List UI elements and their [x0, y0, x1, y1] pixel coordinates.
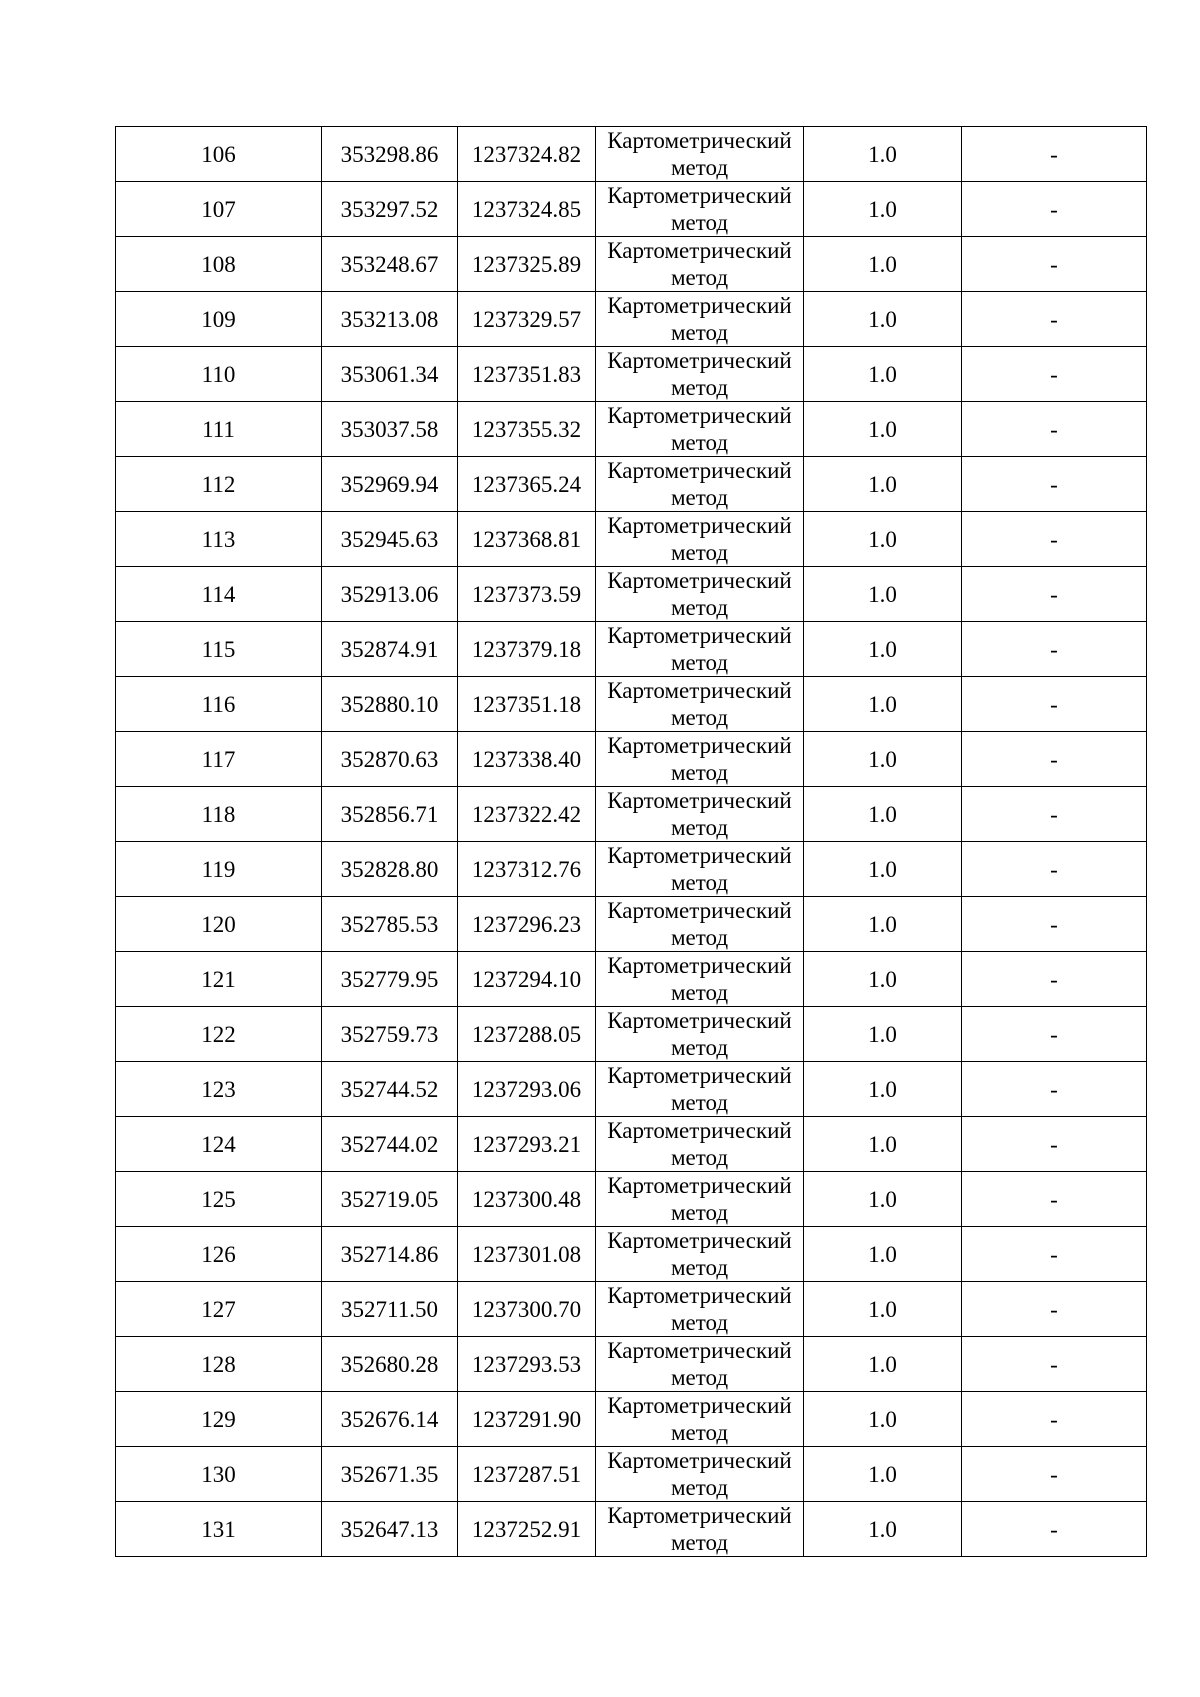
method-line-1: Картометрический — [607, 568, 792, 593]
method-line-2: метод — [670, 980, 729, 1005]
accuracy-cell: 1.0 — [804, 732, 962, 787]
method-line-2: метод — [670, 870, 729, 895]
point-number-cell: 126 — [116, 1227, 322, 1282]
accuracy-cell: 1.0 — [804, 897, 962, 952]
x-coordinate-cell: 352856.71 — [322, 787, 458, 842]
accuracy-cell: 1.0 — [804, 1117, 962, 1172]
note-cell: - — [962, 127, 1147, 182]
method-cell — [596, 1502, 804, 1557]
table-row — [116, 512, 1147, 567]
accuracy-cell: 1.0 — [804, 292, 962, 347]
y-coordinate-cell: 1237293.53 — [458, 1337, 596, 1392]
y-coordinate-cell: 1237293.06 — [458, 1062, 596, 1117]
point-number-cell: 107 — [116, 182, 322, 237]
point-number-cell: 128 — [116, 1337, 322, 1392]
point-number-cell: 118 — [116, 787, 322, 842]
point-number-cell: 111 — [116, 402, 322, 457]
x-coordinate-cell: 353061.34 — [322, 347, 458, 402]
method-line-2: метод — [670, 1530, 729, 1555]
table-row — [116, 1447, 1147, 1502]
method-line-1: Картометрический — [607, 1173, 792, 1198]
method-cell — [596, 1227, 804, 1282]
point-number-cell: 131 — [116, 1502, 322, 1557]
method-line-1: Картометрический — [607, 128, 792, 153]
method-line-1: Картометрический — [607, 348, 792, 373]
x-coordinate-cell: 352759.73 — [322, 1007, 458, 1062]
table-row — [116, 1337, 1147, 1392]
method-cell — [596, 567, 804, 622]
note-cell: - — [962, 1392, 1147, 1447]
note-cell: - — [962, 347, 1147, 402]
method-cell — [596, 1007, 804, 1062]
table-row — [116, 1117, 1147, 1172]
y-coordinate-cell: 1237351.18 — [458, 677, 596, 732]
table-row — [116, 787, 1147, 842]
point-number-cell: 112 — [116, 457, 322, 512]
note-cell: - — [962, 1062, 1147, 1117]
x-coordinate-cell: 353298.86 — [322, 127, 458, 182]
accuracy-cell: 1.0 — [804, 567, 962, 622]
method-line-1: Картометрический — [607, 678, 792, 703]
table-row — [116, 732, 1147, 787]
method-line-2: метод — [670, 320, 729, 345]
method-line-1: Картометрический — [607, 1393, 792, 1418]
note-cell: - — [962, 292, 1147, 347]
note-cell: - — [962, 1447, 1147, 1502]
table-row — [116, 402, 1147, 457]
x-coordinate-cell: 352779.95 — [322, 952, 458, 1007]
y-coordinate-cell: 1237373.59 — [458, 567, 596, 622]
table-row — [116, 1392, 1147, 1447]
y-coordinate-cell: 1237252.91 — [458, 1502, 596, 1557]
note-cell: - — [962, 787, 1147, 842]
note-cell: - — [962, 842, 1147, 897]
point-number-cell: 106 — [116, 127, 322, 182]
method-line-1: Картометрический — [607, 513, 792, 538]
method-line-2: метод — [670, 1145, 729, 1170]
accuracy-cell: 1.0 — [804, 402, 962, 457]
method-line-1: Картометрический — [607, 1338, 792, 1363]
method-line-1: Картометрический — [607, 953, 792, 978]
method-line-1: Картометрический — [607, 1008, 792, 1033]
accuracy-cell: 1.0 — [804, 1502, 962, 1557]
accuracy-cell: 1.0 — [804, 237, 962, 292]
table-row — [116, 457, 1147, 512]
table-row — [116, 1172, 1147, 1227]
note-cell: - — [962, 567, 1147, 622]
accuracy-cell: 1.0 — [804, 952, 962, 1007]
y-coordinate-cell: 1237324.85 — [458, 182, 596, 237]
method-line-2: метод — [670, 430, 729, 455]
table-row — [116, 842, 1147, 897]
method-line-1: Картометрический — [607, 403, 792, 428]
note-cell: - — [962, 732, 1147, 787]
method-line-2: метод — [670, 210, 729, 235]
x-coordinate-cell: 352913.06 — [322, 567, 458, 622]
method-cell — [596, 182, 804, 237]
x-coordinate-cell: 352714.86 — [322, 1227, 458, 1282]
note-cell: - — [962, 182, 1147, 237]
y-coordinate-cell: 1237365.24 — [458, 457, 596, 512]
method-line-2: метод — [670, 1035, 729, 1060]
method-line-1: Картометрический — [607, 1283, 792, 1308]
method-line-2: метод — [670, 1310, 729, 1335]
method-line-1: Картометрический — [607, 238, 792, 263]
y-coordinate-cell: 1237338.40 — [458, 732, 596, 787]
method-cell — [596, 127, 804, 182]
note-cell: - — [962, 402, 1147, 457]
note-cell: - — [962, 1117, 1147, 1172]
point-number-cell: 130 — [116, 1447, 322, 1502]
method-line-2: метод — [670, 265, 729, 290]
y-coordinate-cell: 1237368.81 — [458, 512, 596, 567]
point-number-cell: 129 — [116, 1392, 322, 1447]
method-line-2: метод — [670, 155, 729, 180]
method-cell — [596, 1117, 804, 1172]
table-row — [116, 237, 1147, 292]
accuracy-cell: 1.0 — [804, 1172, 962, 1227]
x-coordinate-cell: 352647.13 — [322, 1502, 458, 1557]
method-line-2: метод — [670, 595, 729, 620]
y-coordinate-cell: 1237355.32 — [458, 402, 596, 457]
accuracy-cell: 1.0 — [804, 1007, 962, 1062]
method-cell — [596, 677, 804, 732]
point-number-cell: 109 — [116, 292, 322, 347]
point-number-cell: 114 — [116, 567, 322, 622]
y-coordinate-cell: 1237325.89 — [458, 237, 596, 292]
method-line-1: Картометрический — [607, 1448, 792, 1473]
method-cell — [596, 1172, 804, 1227]
method-line-2: метод — [670, 1420, 729, 1445]
table-row — [116, 677, 1147, 732]
method-cell — [596, 1062, 804, 1117]
y-coordinate-cell: 1237322.42 — [458, 787, 596, 842]
method-cell — [596, 1447, 804, 1502]
method-cell — [596, 457, 804, 512]
note-cell: - — [962, 1282, 1147, 1337]
accuracy-cell: 1.0 — [804, 1447, 962, 1502]
table-row — [116, 1502, 1147, 1557]
method-line-2: метод — [670, 815, 729, 840]
point-number-cell: 125 — [116, 1172, 322, 1227]
method-line-2: метод — [670, 1200, 729, 1225]
point-number-cell: 108 — [116, 237, 322, 292]
y-coordinate-cell: 1237324.82 — [458, 127, 596, 182]
method-cell — [596, 292, 804, 347]
method-cell — [596, 732, 804, 787]
method-line-1: Картометрический — [607, 623, 792, 648]
accuracy-cell: 1.0 — [804, 622, 962, 677]
accuracy-cell: 1.0 — [804, 842, 962, 897]
table-row — [116, 1227, 1147, 1282]
x-coordinate-cell: 352744.52 — [322, 1062, 458, 1117]
y-coordinate-cell: 1237329.57 — [458, 292, 596, 347]
x-coordinate-cell: 352671.35 — [322, 1447, 458, 1502]
accuracy-cell: 1.0 — [804, 457, 962, 512]
point-number-cell: 124 — [116, 1117, 322, 1172]
method-line-2: метод — [670, 540, 729, 565]
method-cell — [596, 952, 804, 1007]
y-coordinate-cell: 1237351.83 — [458, 347, 596, 402]
x-coordinate-cell: 352676.14 — [322, 1392, 458, 1447]
note-cell: - — [962, 1227, 1147, 1282]
accuracy-cell: 1.0 — [804, 347, 962, 402]
method-line-2: метод — [670, 485, 729, 510]
method-line-1: Картометрический — [607, 1228, 792, 1253]
method-line-2: метод — [670, 925, 729, 950]
method-line-1: Картометрический — [607, 1503, 792, 1528]
x-coordinate-cell: 352870.63 — [322, 732, 458, 787]
method-cell — [596, 1282, 804, 1337]
x-coordinate-cell: 353213.08 — [322, 292, 458, 347]
x-coordinate-cell: 352719.05 — [322, 1172, 458, 1227]
method-cell — [596, 897, 804, 952]
table-row — [116, 1062, 1147, 1117]
x-coordinate-cell: 353037.58 — [322, 402, 458, 457]
table-row — [116, 1282, 1147, 1337]
method-line-2: метод — [670, 1255, 729, 1280]
accuracy-cell: 1.0 — [804, 787, 962, 842]
method-line-2: метод — [670, 1090, 729, 1115]
point-number-cell: 116 — [116, 677, 322, 732]
method-cell — [596, 787, 804, 842]
y-coordinate-cell: 1237312.76 — [458, 842, 596, 897]
method-line-1: Картометрический — [607, 1063, 792, 1088]
method-line-2: метод — [670, 760, 729, 785]
table-row — [116, 897, 1147, 952]
note-cell: - — [962, 1007, 1147, 1062]
method-cell — [596, 1392, 804, 1447]
accuracy-cell: 1.0 — [804, 677, 962, 732]
point-number-cell: 110 — [116, 347, 322, 402]
method-cell — [596, 512, 804, 567]
note-cell: - — [962, 897, 1147, 952]
x-coordinate-cell: 352945.63 — [322, 512, 458, 567]
note-cell: - — [962, 237, 1147, 292]
method-line-1: Картометрический — [607, 898, 792, 923]
table-row — [116, 1007, 1147, 1062]
y-coordinate-cell: 1237288.05 — [458, 1007, 596, 1062]
point-number-cell: 120 — [116, 897, 322, 952]
point-number-cell: 113 — [116, 512, 322, 567]
table-row — [116, 127, 1147, 182]
method-line-1: Картометрический — [607, 293, 792, 318]
note-cell: - — [962, 1502, 1147, 1557]
x-coordinate-cell: 352744.02 — [322, 1117, 458, 1172]
table-row — [116, 622, 1147, 677]
y-coordinate-cell: 1237300.48 — [458, 1172, 596, 1227]
note-cell: - — [962, 622, 1147, 677]
x-coordinate-cell: 352680.28 — [322, 1337, 458, 1392]
y-coordinate-cell: 1237291.90 — [458, 1392, 596, 1447]
accuracy-cell: 1.0 — [804, 1337, 962, 1392]
x-coordinate-cell: 352969.94 — [322, 457, 458, 512]
method-cell — [596, 237, 804, 292]
x-coordinate-cell: 352711.50 — [322, 1282, 458, 1337]
note-cell: - — [962, 1337, 1147, 1392]
table-body — [116, 127, 1147, 1557]
table-row — [116, 347, 1147, 402]
point-number-cell: 127 — [116, 1282, 322, 1337]
x-coordinate-cell: 352874.91 — [322, 622, 458, 677]
y-coordinate-cell: 1237287.51 — [458, 1447, 596, 1502]
table-row — [116, 952, 1147, 1007]
table-row — [116, 292, 1147, 347]
method-line-1: Картометрический — [607, 458, 792, 483]
accuracy-cell: 1.0 — [804, 1392, 962, 1447]
x-coordinate-cell: 353248.67 — [322, 237, 458, 292]
x-coordinate-cell: 352880.10 — [322, 677, 458, 732]
accuracy-cell: 1.0 — [804, 182, 962, 237]
method-line-2: метод — [670, 1475, 729, 1500]
x-coordinate-cell: 352785.53 — [322, 897, 458, 952]
table-row — [116, 567, 1147, 622]
method-line-2: метод — [670, 1365, 729, 1390]
point-number-cell: 122 — [116, 1007, 322, 1062]
y-coordinate-cell: 1237300.70 — [458, 1282, 596, 1337]
note-cell: - — [962, 457, 1147, 512]
method-line-2: метод — [670, 375, 729, 400]
y-coordinate-cell: 1237296.23 — [458, 897, 596, 952]
y-coordinate-cell: 1237379.18 — [458, 622, 596, 677]
method-line-1: Картометрический — [607, 1118, 792, 1143]
point-number-cell: 119 — [116, 842, 322, 897]
y-coordinate-cell: 1237293.21 — [458, 1117, 596, 1172]
method-line-1: Картометрический — [607, 788, 792, 813]
y-coordinate-cell: 1237301.08 — [458, 1227, 596, 1282]
method-line-1: Картометрический — [607, 183, 792, 208]
note-cell: - — [962, 512, 1147, 567]
point-number-cell: 123 — [116, 1062, 322, 1117]
method-cell — [596, 347, 804, 402]
point-number-cell: 115 — [116, 622, 322, 677]
note-cell: - — [962, 1172, 1147, 1227]
method-cell — [596, 1337, 804, 1392]
accuracy-cell: 1.0 — [804, 1227, 962, 1282]
method-line-1: Картометрический — [607, 843, 792, 868]
method-cell — [596, 622, 804, 677]
method-cell — [596, 402, 804, 457]
note-cell: - — [962, 677, 1147, 732]
method-cell — [596, 842, 804, 897]
method-line-2: метод — [670, 705, 729, 730]
accuracy-cell: 1.0 — [804, 127, 962, 182]
x-coordinate-cell: 353297.52 — [322, 182, 458, 237]
point-number-cell: 121 — [116, 952, 322, 1007]
note-cell: - — [962, 952, 1147, 1007]
coordinates-table — [115, 126, 1147, 1557]
x-coordinate-cell: 352828.80 — [322, 842, 458, 897]
table-row — [116, 182, 1147, 237]
accuracy-cell: 1.0 — [804, 1282, 962, 1337]
accuracy-cell: 1.0 — [804, 1062, 962, 1117]
method-line-1: Картометрический — [607, 733, 792, 758]
method-line-2: метод — [670, 650, 729, 675]
point-number-cell: 117 — [116, 732, 322, 787]
accuracy-cell: 1.0 — [804, 512, 962, 567]
y-coordinate-cell: 1237294.10 — [458, 952, 596, 1007]
